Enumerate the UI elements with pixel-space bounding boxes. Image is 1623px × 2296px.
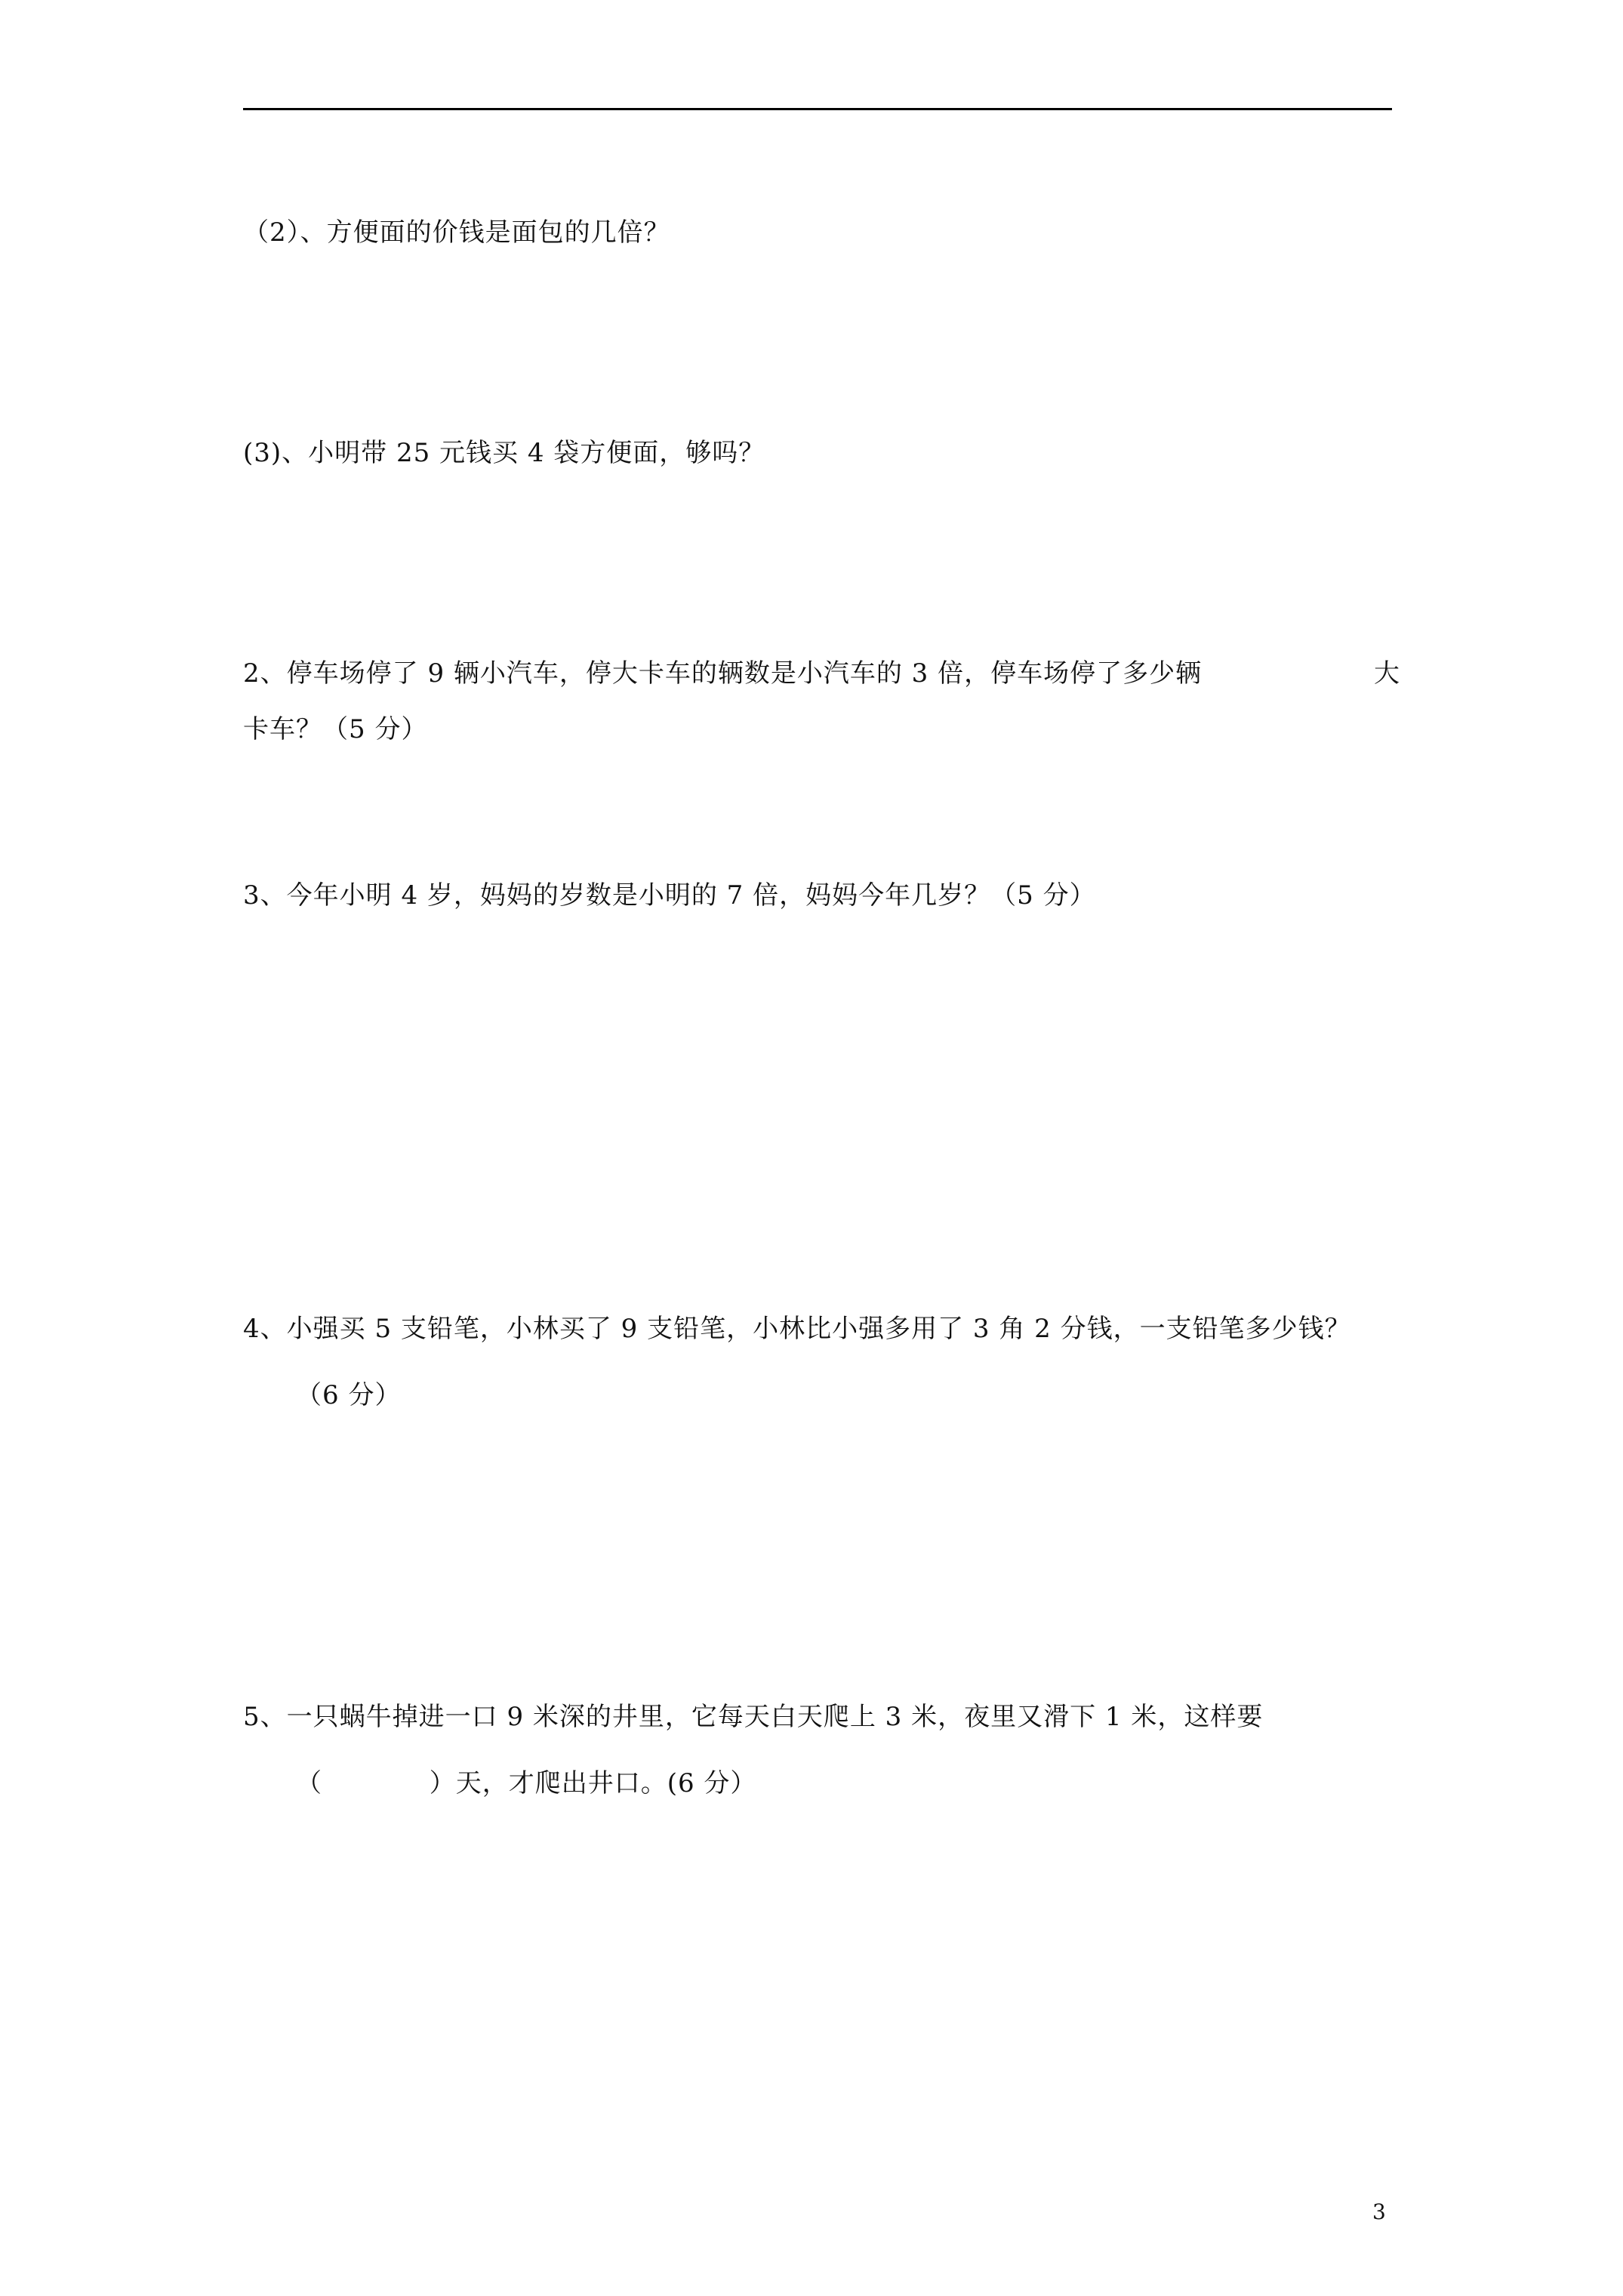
- question-2-line-1-tail: 大: [1374, 658, 1400, 689]
- question-4-line-2: （6 分）: [296, 1380, 402, 1410]
- question-5-line-1: 5、一只蜗牛掉进一口 9 米深的井里，它每天白天爬上 3 米，夜里又滑下 1 米，这样要: [243, 1702, 1264, 1732]
- question-1-part-3: (3)、小明带 25 元钱买 4 袋方便面，够吗？: [243, 438, 765, 468]
- question-5-line-2: （ ）天，才爬出井口。(6 分）: [296, 1768, 757, 1798]
- question-4-line-1: 4、小强买 5 支铅笔，小林买了 9 支铅笔，小林比小强多用了 3 角 2 分钱，一支铅笔多少钱？: [243, 1314, 1351, 1344]
- question-1-part-2: （2）、方便面的价钱是面包的几倍？: [243, 217, 670, 248]
- question-2-line-2: 卡车？（5 分）: [243, 714, 428, 744]
- question-2-line-1: 2、停车场停了 9 辆小汽车，停大卡车的辆数是小汽车的 3 倍，停车场停了多少辆: [243, 658, 1203, 689]
- page-number: 3: [1372, 2199, 1386, 2224]
- question-3: 3、今年小明 4 岁，妈妈的岁数是小明的 7 倍，妈妈今年几岁？（5 分）: [243, 880, 1096, 911]
- header-rule: [243, 108, 1392, 110]
